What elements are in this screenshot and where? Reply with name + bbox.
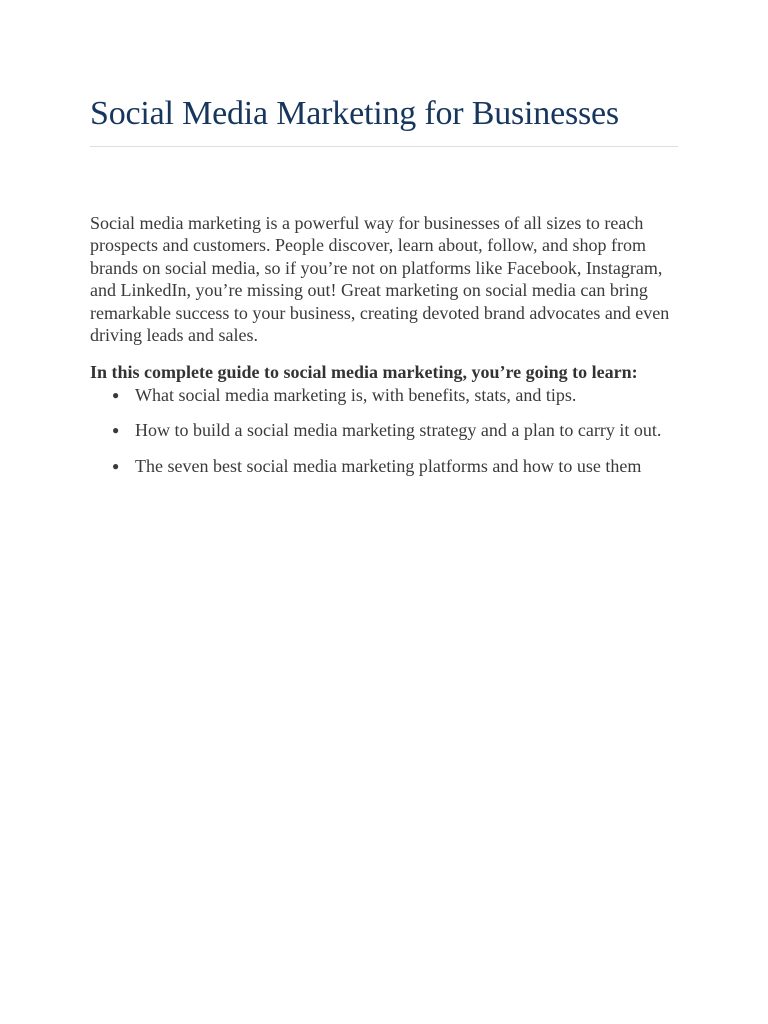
document-page <box>90 0 678 490</box>
guide-lead-text: In this complete guide to social media marketing, you’re going to learn: <box>90 362 638 383</box>
title-divider <box>90 146 678 147</box>
page-title: Social Media Marketing for Businesses <box>90 95 619 132</box>
bullet-icon: ● <box>112 458 120 473</box>
list-item-text: How to build a social media marketing strategy and a plan to carry it out. <box>135 420 662 441</box>
list-item-text: What social media marketing is, with benefits, stats, and tips. <box>135 384 577 405</box>
bullet-icon: ● <box>112 387 120 402</box>
list-item <box>90 419 678 441</box>
guide-bullet-list <box>90 384 678 477</box>
list-item-text: The seven best social media marketing platforms and how to use them <box>135 455 642 476</box>
intro-paragraph: Social media marketing is a powerful way for businesses of all sizes to reach prospects and customers. People discover, learn about, follow, and shop from brands on social media, so if you’re not on platforms like Facebook, Instagram, and LinkedIn, you’re missing out! Great marketing on social media can bring remarkable success to your business, creating devoted brand advocates and even driving leads and sales. <box>90 213 670 346</box>
bullet-icon: ● <box>112 423 120 438</box>
list-item <box>90 384 678 406</box>
list-item <box>90 455 678 477</box>
